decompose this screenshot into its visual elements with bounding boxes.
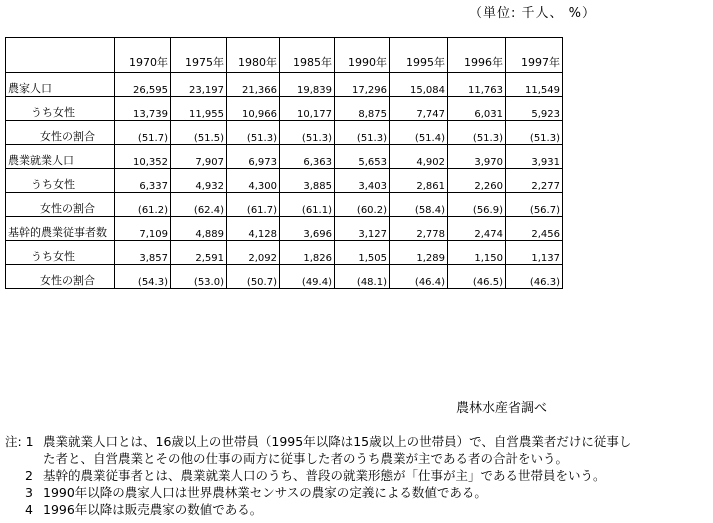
- data-cell: 3,127: [335, 217, 390, 241]
- data-cell: (50.7): [227, 265, 280, 289]
- data-cell: 2,591: [171, 241, 227, 265]
- data-cell: (48.1): [335, 265, 390, 289]
- data-cell: (61.2): [115, 193, 171, 217]
- row-label: 農家人口: [6, 73, 115, 97]
- data-cell: 23,197: [171, 73, 227, 97]
- table-row: [6, 73, 563, 97]
- data-cell: (51.3): [280, 121, 335, 145]
- data-cell: 3,403: [335, 169, 390, 193]
- data-cell: 6,031: [448, 97, 506, 121]
- data-cell: 1,289: [390, 241, 448, 265]
- data-cell: (51.3): [335, 121, 390, 145]
- data-cell: 1,150: [448, 241, 506, 265]
- table-row: [6, 241, 563, 265]
- data-cell: 26,595: [115, 73, 171, 97]
- data-cell: 7,747: [390, 97, 448, 121]
- data-cell: 6,973: [227, 145, 280, 169]
- data-cell: 5,923: [506, 97, 563, 121]
- data-cell: (56.7): [506, 193, 563, 217]
- row-label: うち女性: [6, 241, 115, 265]
- data-cell: 2,277: [506, 169, 563, 193]
- footnote-text: 1990年以降の農家人口は世界農林業センサスの農家の定義による数値である。: [43, 485, 487, 500]
- data-cell: (56.9): [448, 193, 506, 217]
- data-cell: 4,932: [171, 169, 227, 193]
- data-cell: 11,763: [448, 73, 506, 97]
- data-cell: (46.4): [390, 265, 448, 289]
- table-row: [6, 169, 563, 193]
- table-row: [6, 121, 563, 145]
- data-cell: 21,366: [227, 73, 280, 97]
- data-cell: 3,885: [280, 169, 335, 193]
- data-cell: 6,337: [115, 169, 171, 193]
- data-cell: 2,474: [448, 217, 506, 241]
- footnote-text: た者と、自営農業とその他の仕事の両方に従事した者のうち農業が主である者の合計をいう。: [43, 451, 569, 466]
- data-cell: 19,839: [280, 73, 335, 97]
- data-cell: 11,955: [171, 97, 227, 121]
- footnote-1-continued: [5, 450, 631, 467]
- table-row: [6, 97, 563, 121]
- data-cell: (58.4): [390, 193, 448, 217]
- data-cell: (51.3): [448, 121, 506, 145]
- data-cell: 10,352: [115, 145, 171, 169]
- data-cell: (49.4): [280, 265, 335, 289]
- data-cell: (51.4): [390, 121, 448, 145]
- data-cell: 3,696: [280, 217, 335, 241]
- table-row: [6, 145, 563, 169]
- year-header: 1990年: [335, 38, 390, 73]
- data-cell: 3,931: [506, 145, 563, 169]
- row-label: 女性の割合: [6, 121, 115, 145]
- year-header: 1970年: [115, 38, 171, 73]
- data-cell: 6,363: [280, 145, 335, 169]
- data-cell: (60.2): [335, 193, 390, 217]
- data-cell: (51.3): [506, 121, 563, 145]
- footnote-marker: 2: [25, 468, 33, 483]
- footnote-text: 農業就業人口とは、16歳以上の世帯員（1995年以降は15歳以上の世帯員）で、自営農業者だけに従事し: [43, 434, 632, 449]
- year-header: 1975年: [171, 38, 227, 73]
- row-label: 基幹的農業従事者数: [6, 217, 115, 241]
- source-credit: 農林水産省調べ: [456, 401, 548, 416]
- table-row: [6, 265, 563, 289]
- data-cell: 13,739: [115, 97, 171, 121]
- data-cell: 5,653: [335, 145, 390, 169]
- data-cell: 7,109: [115, 217, 171, 241]
- footnote-1: [5, 433, 631, 450]
- unit-label: （単位: 千人、 %）: [469, 6, 596, 21]
- data-cell: (46.3): [506, 265, 563, 289]
- data-cell: 4,902: [390, 145, 448, 169]
- data-cell: (51.7): [115, 121, 171, 145]
- table-header-row: [6, 38, 563, 73]
- data-cell: 17,296: [335, 73, 390, 97]
- row-label: 農業就業人口: [6, 145, 115, 169]
- data-cell: (46.5): [448, 265, 506, 289]
- row-label: 女性の割合: [6, 193, 115, 217]
- row-label: うち女性: [6, 97, 115, 121]
- data-cell: 15,084: [390, 73, 448, 97]
- data-cell: 2,092: [227, 241, 280, 265]
- table-row: [6, 193, 563, 217]
- row-label: うち女性: [6, 169, 115, 193]
- footnote-marker: 4: [25, 502, 33, 517]
- statistics-table: [5, 37, 563, 289]
- data-cell: 3,857: [115, 241, 171, 265]
- data-cell: 11,549: [506, 73, 563, 97]
- data-cell: (53.0): [171, 265, 227, 289]
- table-row: [6, 217, 563, 241]
- data-cell: 1,137: [506, 241, 563, 265]
- header-corner-cell: [6, 38, 115, 73]
- data-cell: (61.1): [280, 193, 335, 217]
- data-cell: 1,505: [335, 241, 390, 265]
- footnote-text: 基幹的農業従事者とは、農業就業人口のうち、普段の就業形態が「仕事が主」である世帯員をいう。: [43, 468, 606, 483]
- data-cell: 4,128: [227, 217, 280, 241]
- data-cell: 8,875: [335, 97, 390, 121]
- year-header: 1985年: [280, 38, 335, 73]
- year-header: 1996年: [448, 38, 506, 73]
- footnote-marker: 注: 1: [5, 434, 34, 449]
- data-cell: (61.7): [227, 193, 280, 217]
- footnote-text: 1996年以降は販売農家の数値である。: [43, 502, 263, 517]
- data-cell: 3,970: [448, 145, 506, 169]
- data-cell: (54.3): [115, 265, 171, 289]
- footnote-2: [5, 467, 631, 484]
- data-cell: (51.3): [227, 121, 280, 145]
- data-cell: 4,889: [171, 217, 227, 241]
- data-cell: 2,456: [506, 217, 563, 241]
- footnote-4: [5, 501, 631, 518]
- data-cell: (62.4): [171, 193, 227, 217]
- year-header: 1980年: [227, 38, 280, 73]
- footnote-marker: 3: [25, 485, 33, 500]
- data-cell: 7,907: [171, 145, 227, 169]
- row-label: 女性の割合: [6, 265, 115, 289]
- data-cell: 10,177: [280, 97, 335, 121]
- year-header: 1995年: [390, 38, 448, 73]
- data-cell: (51.5): [171, 121, 227, 145]
- footnotes: [5, 433, 631, 518]
- data-cell: 1,826: [280, 241, 335, 265]
- data-cell: 10,966: [227, 97, 280, 121]
- data-cell: 2,861: [390, 169, 448, 193]
- data-cell: 2,260: [448, 169, 506, 193]
- footnote-3: [5, 484, 631, 501]
- year-header: 1997年: [506, 38, 563, 73]
- data-cell: 4,300: [227, 169, 280, 193]
- data-cell: 2,778: [390, 217, 448, 241]
